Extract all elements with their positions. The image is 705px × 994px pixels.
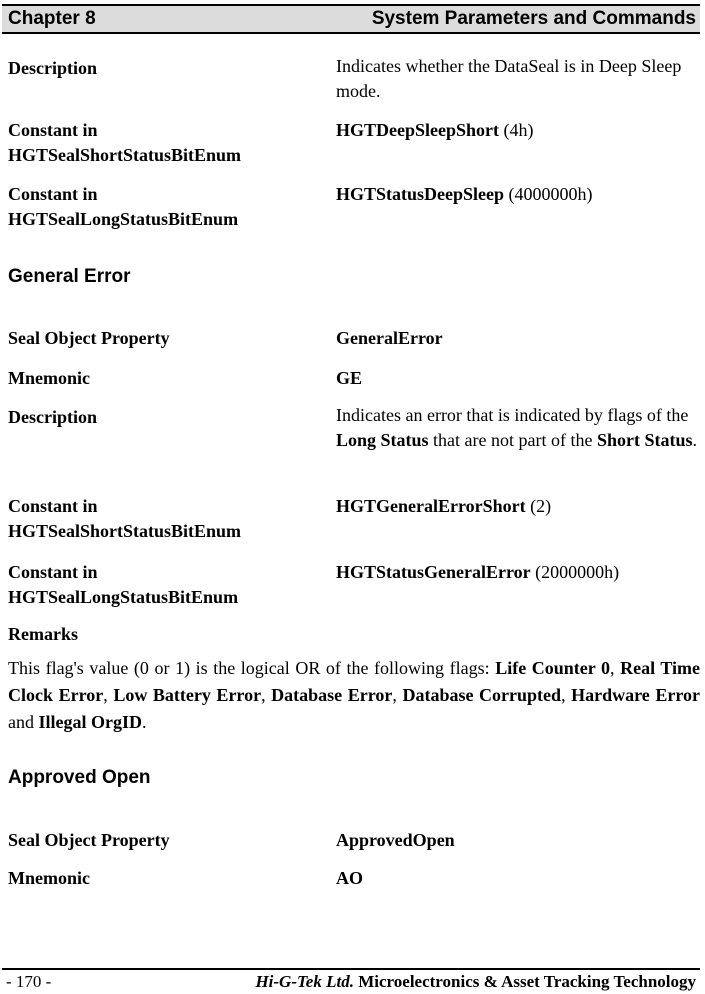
ao-property-value: ApprovedOpen <box>336 830 455 850</box>
ge-mnemonic-value: GE <box>336 368 363 388</box>
ge-description-label: Description <box>8 407 97 427</box>
ge-description-value: Indicates an error that is indicated by flags of the Long Status that are not part of the Short Status. <box>336 405 697 450</box>
ge-mnemonic-label: Mnemonic <box>8 368 90 388</box>
company-name: Hi-G-Tek Ltd. <box>255 972 354 991</box>
short-status-label: Constant in HGTSealShortStatusBitEnum <box>8 120 242 165</box>
page-number: - 170 - <box>6 972 52 991</box>
description-value: Indicates whether the DataSeal is in Deep Sleep mode. <box>336 56 682 101</box>
page-header <box>2 4 700 34</box>
ao-mnemonic-value: AO <box>336 868 363 888</box>
ao-mnemonic-label: Mnemonic <box>8 868 90 888</box>
description-label: Description <box>8 58 97 78</box>
short-status-value: (4h) <box>499 120 534 140</box>
ge-property-label: Seal Object Property <box>8 328 170 348</box>
long-status-value: (4000000h) <box>504 184 593 204</box>
chapter-title: System Parameters and Commands <box>371 8 696 29</box>
long-status-label: Constant in HGTSealLongStatusBitEnum <box>8 184 239 229</box>
ge-short-value: (2) <box>525 496 552 516</box>
ge-long-constant: HGTStatusGeneralError <box>336 562 531 582</box>
ao-property-label: Seal Object Property <box>8 830 170 850</box>
remarks-heading: Remarks <box>8 624 78 644</box>
remarks-body: This flag's value (0 or 1) is the logical OR of the following flags: Life Counter 0, Real Time Clock Error, Low Battery Error, Database Error, Database Corrupted, Hardware Error and Illegal OrgID. <box>8 658 701 732</box>
company-tagline: Microelectronics & Asset Tracking Technology <box>353 972 696 991</box>
section-title-approved-open: Approved Open <box>8 767 151 788</box>
short-status-constant: HGTDeepSleepShort <box>336 120 500 140</box>
ge-long-label: Constant in HGTSealLongStatusBitEnum <box>8 562 239 607</box>
ge-property-value: GeneralError <box>336 328 443 348</box>
chapter-label: Chapter 8 <box>8 8 96 29</box>
ge-short-constant: HGTGeneralErrorShort <box>336 496 526 516</box>
ge-short-label: Constant in HGTSealShortStatusBitEnum <box>8 496 242 541</box>
ge-long-value: (2000000h) <box>530 562 620 582</box>
long-status-constant: HGTStatusDeepSleep <box>336 184 505 204</box>
page-footer <box>2 968 700 992</box>
section-title-general-error: General Error <box>8 266 131 287</box>
